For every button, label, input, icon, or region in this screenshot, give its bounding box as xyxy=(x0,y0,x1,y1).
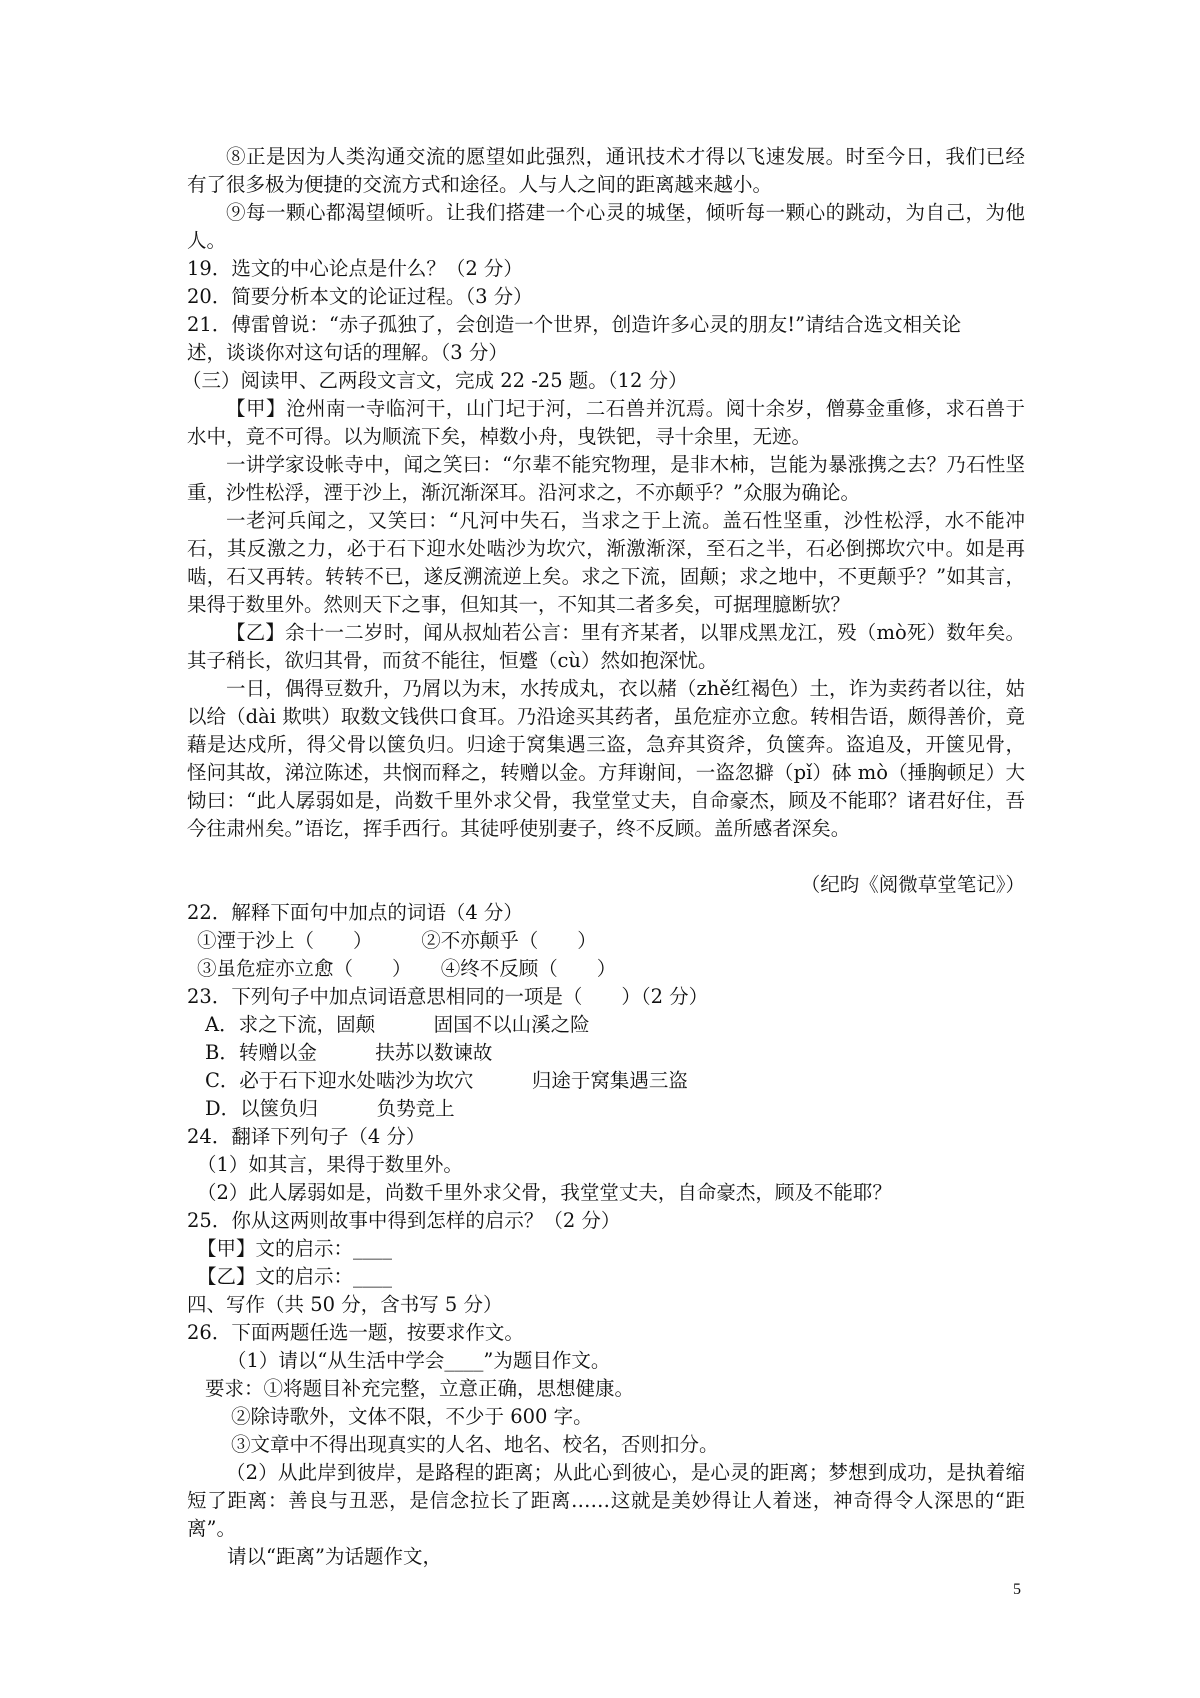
question-25-yi: 【乙】文的启示：____ xyxy=(197,1265,393,1288)
passage-jia-paragraph-2: 一讲学家设帐寺中，闻之笑曰：“尔辈不能究物理，是非木柿，岂能为暴涨携之去？乃石性坚重，沙性松浮，湮于沙上，渐沉渐深耳。沿河求之，不亦颠乎？”众服为确论。 xyxy=(187,453,1025,504)
question-26-requirement-1: 要求：①将题目补充完整，立意正确，思想健康。 xyxy=(205,1377,635,1400)
passage-jia-paragraph-3: 一老河兵闻之，又笑曰：“凡河中失石，当求之于上流。盖石性坚重，沙性松浮，水不能冲石，其反激之力，必于石下迎水处啮沙为坎穴，渐激渐深，至石之半，石必倒掷坎穴中。如是再啮，石又再转。转转不已，遂反溯流逆上矣。求之下流，固颠；求之地中，不更颠乎？”如其言，果得于数里外。然则天下之事，但知其一，不知其二者多矣，可据理臆断欤？ xyxy=(187,509,1025,616)
passage-yi-paragraph-2: 一日，偶得豆数升，乃屑以为末，水抟成丸，衣以赭（zhě红褐色）土，诈为卖药者以往，姑以给（dài 欺哄）取数文钱供口食耳。乃沿途买其药者，虽危症亦立愈。转相告语，颇得善价，竟藉是达戍所，得父骨以箧负归。归途于窝集遇三盗，急弃其资斧，负箧奔。盗追及，开箧见骨，怪问其故，涕泣陈述，共悯而释之，转赠以金。方拜谢间，一盗忽擗（pǐ）砵 mò（捶胸顿足）大恸曰：“此人孱弱如是，尚数千里外求父骨，我堂堂丈夫，自命豪杰，顾及不能耶？诸君好住，吾今往肃州矣。”语讫，挥手西行。其徒呼使别妻子，终不反顾。盖所感者深矣。 xyxy=(187,677,1025,840)
passage-jia-paragraph-1: 【甲】沧州南一寺临河干，山门圮于河，二石兽并沉焉。阅十余岁，僧募金重修，求石兽于水中，竟不可得。以为顺流下矣，棹数小舟，曳铁钯，寻十余里，无迹。 xyxy=(187,397,1025,448)
section-3-heading: （三）阅读甲、乙两段文言文，完成 22 -25 题。（12 分） xyxy=(182,369,688,392)
question-26: 26．下面两题任选一题，按要求作文。 xyxy=(187,1321,524,1344)
paragraph-8: ⑧正是因为人类沟通交流的愿望如此强烈，通讯技术才得以飞速发展。时至今日，我们已经有了很多极为便捷的交流方式和途径。人与人之间的距离越来越小。 xyxy=(187,145,1025,196)
passage-yi-paragraph-1: 【乙】余十一二岁时，闻从叔灿若公言：里有齐某者，以罪戍黑龙江，殁（mò死）数年矣。其子稍长，欲归其骨，而贫不能往，恒蹙（cù）然如抱深忧。 xyxy=(187,621,1025,672)
question-21-line2: 述，谈谈你对这句话的理解。（3 分） xyxy=(187,341,508,364)
section-4-heading: 四、写作（共 50 分，含书写 5 分） xyxy=(187,1293,503,1316)
question-24: 24．翻译下列句子（4 分） xyxy=(187,1125,426,1148)
question-20: 20．简要分析本文的论证过程。（3 分） xyxy=(187,285,533,308)
question-23-option-a: A．求之下流，固颠 固国不以山溪之险 xyxy=(205,1013,590,1036)
question-26-requirement-3: ③文章中不得出现真实的人名、地名、校名，否则扣分。 xyxy=(231,1433,719,1456)
question-21-line1: 21．傅雷曾说：“赤子孤独了，会创造一个世界，创造许多心灵的朋友!”请结合选文相关论 xyxy=(187,313,962,336)
question-22-row-2: ③虽危症亦立愈（ ） ④终不反顾（ ） xyxy=(197,957,617,980)
question-23-option-d: D．以箧负归 负势竞上 xyxy=(205,1097,455,1120)
question-19: 19．选文的中心论点是什么？（2 分） xyxy=(187,257,523,280)
passage-source: （纪昀《阅微草堂笔记》） xyxy=(800,873,1025,896)
page-number: 5 xyxy=(1013,1581,1021,1598)
question-23-option-b: B．转赠以金 扶苏以数谏故 xyxy=(205,1041,493,1064)
question-25: 25．你从这两则故事中得到怎样的启示？（2 分） xyxy=(187,1209,621,1232)
paragraph-9: ⑨每一颗心都渴望倾听。让我们搭建一个心灵的城堡，倾听每一颗心的跳动，为自己，为他人。 xyxy=(187,201,1025,252)
question-22: 22．解释下面句中加点的词语（4 分） xyxy=(187,901,523,924)
question-26-option-1: （1）请以“从生活中学会____”为题目作文。 xyxy=(227,1349,611,1372)
question-24-sentence-2: （2）此人孱弱如是，尚数千里外求父骨，我堂堂丈夫，自命豪杰，顾及不能耶？ xyxy=(197,1181,892,1204)
question-22-row-1: ①湮于沙上（ ） ②不亦颠乎（ ） xyxy=(197,929,597,952)
question-25-jia: 【甲】文的启示：____ xyxy=(197,1237,393,1260)
question-26-option-2: （2）从此岸到彼岸，是路程的距离；从此心到彼心，是心灵的距离；梦想到成功，是执着缩短了距离：善良与丑恶，是信念拉长了距离……这就是美妙得让人着迷，神奇得令人深思的“距离”。 xyxy=(187,1461,1025,1540)
question-26-option-2-instruction: 请以“距离”为话题作文， xyxy=(227,1545,442,1568)
question-23: 23．下列句子中加点词语意思相同的一项是（ ）（2 分） xyxy=(187,985,709,1008)
question-26-requirement-2: ②除诗歌外，文体不限，不少于 600 字。 xyxy=(231,1405,593,1428)
question-24-sentence-1: （1）如其言，果得于数里外。 xyxy=(197,1153,463,1176)
question-23-option-c: C．必于石下迎水处啮沙为坎穴 归途于窝集遇三盗 xyxy=(205,1069,688,1092)
